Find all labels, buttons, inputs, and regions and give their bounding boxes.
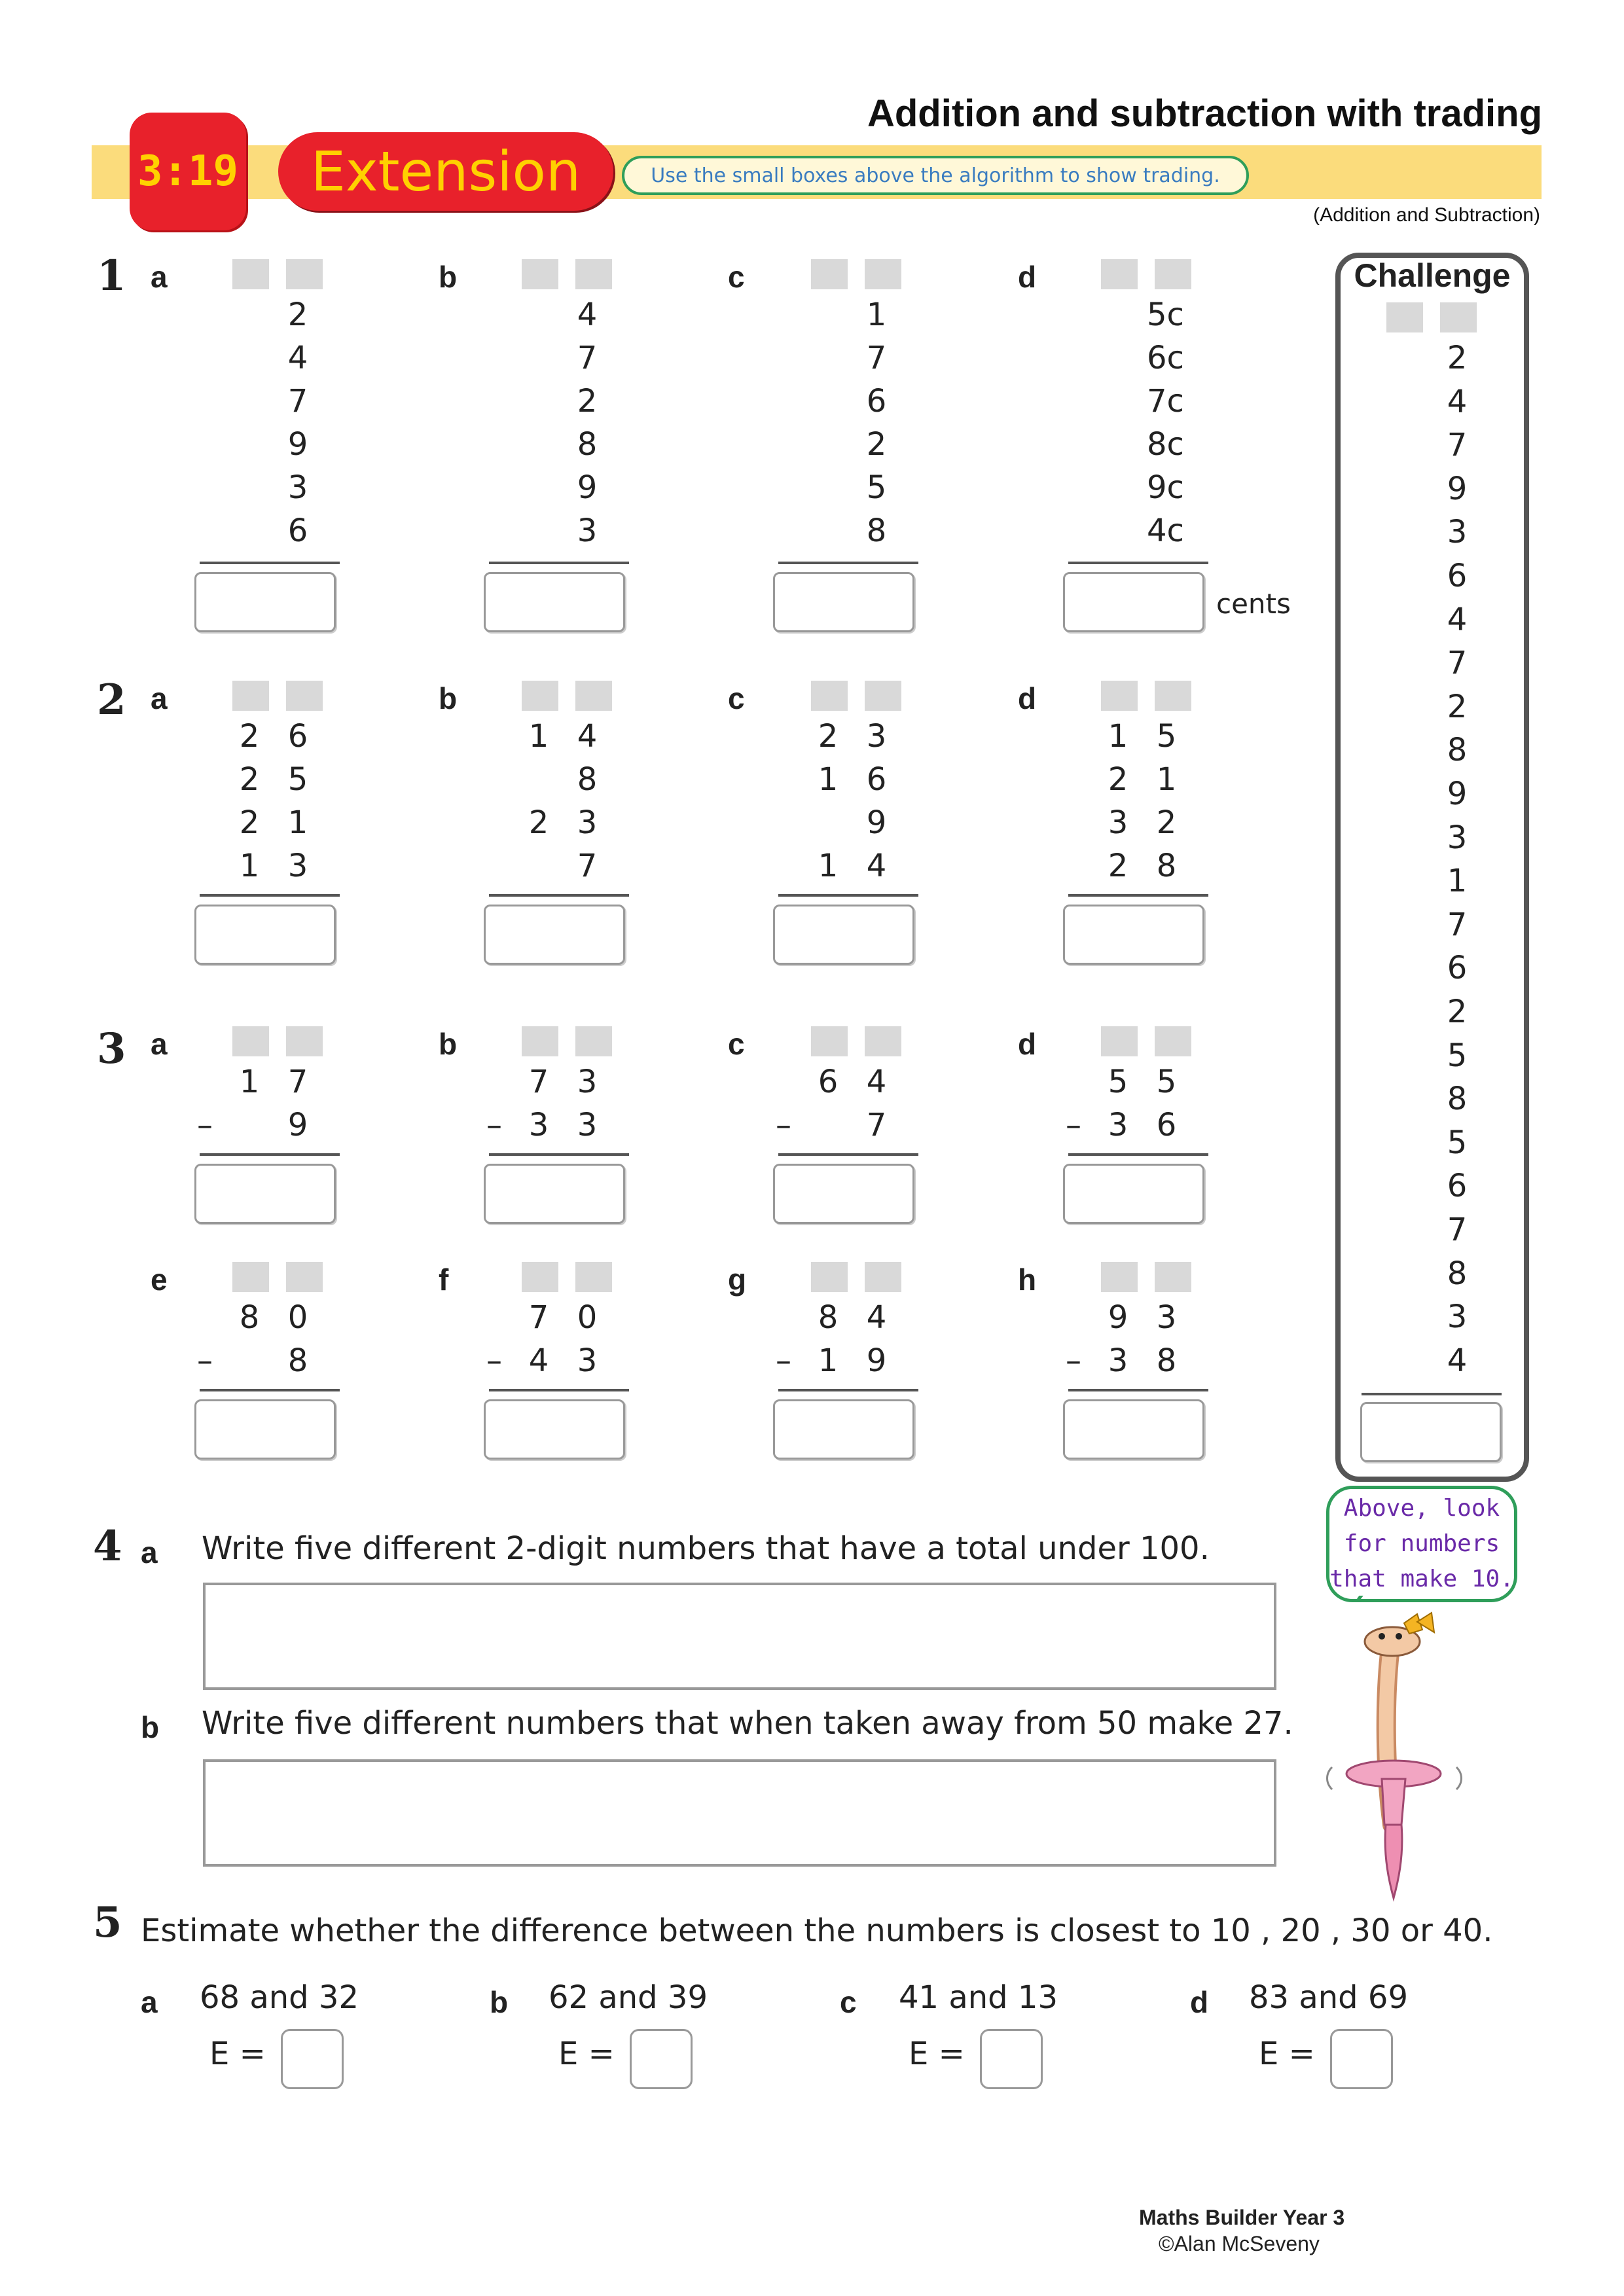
question-3e-label: e (151, 1263, 168, 1297)
tens-digit: 7 (528, 1064, 549, 1100)
tens-digit: 2 (239, 804, 260, 841)
trading-box[interactable] (1440, 302, 1477, 332)
challenge-digit: 8 (1447, 1081, 1468, 1118)
ones-digit: 3 (287, 848, 308, 884)
ones-digit: 3 (866, 718, 887, 755)
question-3c-answer-box[interactable] (773, 1164, 914, 1224)
ones-digit: 8 (287, 1342, 308, 1379)
tens-digit: 7 (528, 1299, 549, 1336)
page-heading: Addition and subtraction with trading (867, 92, 1542, 135)
question-1d-answer-box[interactable] (1063, 572, 1204, 632)
trading-box[interactable] (1386, 302, 1423, 332)
trading-box[interactable] (1155, 1262, 1191, 1292)
trading-box[interactable] (522, 259, 558, 289)
tens-digit: 8 (818, 1299, 839, 1336)
trading-box[interactable] (1155, 1026, 1191, 1056)
challenge-digit: 2 (1447, 340, 1468, 376)
speech-bubble (1326, 1486, 1517, 1602)
tens-digit: 2 (528, 804, 549, 841)
challenge-sum-line (1362, 1393, 1502, 1395)
minus-sign: – (776, 1342, 791, 1379)
trading-box[interactable] (232, 1262, 269, 1292)
question-1d-label: d (1018, 260, 1037, 294)
ones-digit: 5 (1156, 1064, 1177, 1100)
ones-digit: 3 (1156, 1299, 1177, 1336)
trading-box[interactable] (286, 681, 323, 711)
sum-line (778, 562, 918, 564)
question-5d-estimate-box[interactable] (1330, 2029, 1393, 2089)
challenge-digit: 6 (1447, 1168, 1468, 1205)
addend-digit: 4 (287, 340, 308, 376)
estimate-label: E = (1259, 2036, 1315, 2072)
addend-digit: 9 (287, 426, 308, 463)
challenge-title: Challenge (1354, 257, 1511, 294)
question-5c-estimate-box[interactable] (980, 2029, 1043, 2089)
ones-digit: 3 (577, 1342, 598, 1379)
challenge-digit: 4 (1447, 383, 1468, 420)
addend-digit: 5c (1147, 296, 1184, 333)
tens-digit: 2 (239, 761, 260, 798)
question-2d-label: d (1018, 681, 1037, 715)
ones-digit: 1 (287, 804, 308, 841)
trading-box[interactable] (811, 681, 848, 711)
lesson-number: 3:19 (137, 147, 239, 196)
question-1a-label: a (151, 260, 168, 294)
extension-label: Extension (310, 139, 581, 204)
question-2b-answer-box[interactable] (484, 905, 625, 965)
trading-box[interactable] (811, 1026, 848, 1056)
question-2a-label: a (151, 681, 168, 715)
ones-digit: 8 (1156, 848, 1177, 884)
addend-digit: 7c (1147, 383, 1184, 420)
question-3d-answer-box[interactable] (1063, 1164, 1204, 1224)
difference-line (1068, 1153, 1208, 1156)
challenge-digit: 4 (1447, 601, 1468, 638)
question-3a-answer-box[interactable] (194, 1164, 336, 1224)
question-1-number: 1 (97, 251, 126, 300)
ones-digit: 9 (866, 1342, 887, 1379)
question-5a-numbers: 68 and 32 (200, 1979, 359, 2016)
tens-digit: 1 (239, 1064, 260, 1100)
sum-line (778, 894, 918, 897)
addend-digit: 2 (287, 296, 308, 333)
question-2d-answer-box[interactable] (1063, 905, 1204, 965)
addend-digit: 9c (1147, 469, 1184, 506)
speech-line-2: for numbers (1343, 1530, 1500, 1557)
sum-line (1068, 562, 1208, 564)
question-3g-answer-box[interactable] (773, 1399, 914, 1460)
trading-box[interactable] (811, 1262, 848, 1292)
question-1c-label: c (728, 260, 745, 294)
ones-digit: 1 (1156, 761, 1177, 798)
challenge-digit: 7 (1447, 645, 1468, 682)
question-5a-estimate-box[interactable] (281, 2029, 344, 2089)
question-3f-answer-box[interactable] (484, 1399, 625, 1460)
minus-sign: – (197, 1342, 213, 1379)
challenge-digit: 8 (1447, 1255, 1468, 1292)
question-4b-answer-box[interactable] (203, 1759, 1276, 1867)
trading-box[interactable] (865, 1262, 901, 1292)
ones-digit: 7 (577, 848, 598, 884)
ones-digit: 6 (1156, 1107, 1177, 1143)
trading-box[interactable] (865, 1026, 901, 1056)
challenge-digit: 6 (1447, 950, 1468, 987)
ones-digit: 8 (577, 761, 598, 798)
addend-digit: 3 (577, 512, 598, 549)
question-5b-estimate-box[interactable] (630, 2029, 693, 2089)
tens-digit: 6 (818, 1064, 839, 1100)
question-3e-answer-box[interactable] (194, 1399, 336, 1460)
instruction-pill (622, 156, 1249, 195)
trading-box[interactable] (1101, 259, 1138, 289)
sum-line (489, 894, 629, 897)
addend-digit: 6 (287, 512, 308, 549)
difference-line (778, 1153, 918, 1156)
ones-digit: 2 (1156, 804, 1177, 841)
estimate-label: E = (209, 2036, 266, 2072)
question-5c-numbers: 41 and 13 (899, 1979, 1058, 2016)
trading-box[interactable] (522, 681, 558, 711)
challenge-digit: 7 (1447, 906, 1468, 943)
ones-digit: 3 (577, 1064, 598, 1100)
addend-digit: 2 (577, 383, 598, 420)
challenge-panel (1335, 253, 1529, 1482)
question-3b-answer-box[interactable] (484, 1164, 625, 1224)
addend-digit: 2 (866, 426, 887, 463)
minus-sign: – (776, 1107, 791, 1143)
book-title: Maths Builder Year 3 (1139, 2206, 1345, 2229)
ones-digit: 4 (866, 1299, 887, 1336)
question-3g-label: g (728, 1263, 747, 1297)
tens-digit: 1 (818, 761, 839, 798)
addend-digit: 6c (1147, 340, 1184, 376)
tens-digit: 1 (818, 1342, 839, 1379)
estimate-label: E = (558, 2036, 615, 2072)
trading-box[interactable] (575, 681, 612, 711)
ones-digit: 9 (287, 1107, 308, 1143)
ones-digit: 4 (577, 718, 598, 755)
question-3c-label: c (728, 1027, 745, 1061)
trading-box[interactable] (522, 1026, 558, 1056)
question-2a-answer-box[interactable] (194, 905, 336, 965)
minus-sign: – (1066, 1107, 1081, 1143)
trading-box[interactable] (1101, 1026, 1138, 1056)
trading-box[interactable] (811, 259, 848, 289)
challenge-digit: 6 (1447, 558, 1468, 594)
question-4b-text: Write five different numbers that when taken away from 50 make 27. (202, 1705, 1293, 1742)
addend-digit: 6 (866, 383, 887, 420)
question-1c-answer-box[interactable] (773, 572, 914, 632)
trading-box[interactable] (522, 1262, 558, 1292)
tens-digit: 1 (1108, 718, 1128, 755)
challenge-digit: 5 (1447, 1124, 1468, 1161)
cents-unit-label: cents (1216, 588, 1291, 620)
question-1b-answer-box[interactable] (484, 572, 625, 632)
trading-box[interactable] (286, 1026, 323, 1056)
challenge-answer-box[interactable] (1360, 1402, 1502, 1462)
difference-line (200, 1389, 340, 1391)
copyright: ©Alan McSeveny (1159, 2232, 1320, 2255)
ones-digit: 4 (866, 1064, 887, 1100)
trading-box[interactable] (1155, 259, 1191, 289)
ones-digit: 0 (287, 1299, 308, 1336)
ones-digit: 5 (287, 761, 308, 798)
ones-digit: 8 (1156, 1342, 1177, 1379)
speech-line-3: that make 10. (1329, 1566, 1514, 1592)
trading-box[interactable] (232, 259, 269, 289)
difference-line (1068, 1389, 1208, 1391)
ones-digit: 6 (866, 761, 887, 798)
ones-digit: 7 (287, 1064, 308, 1100)
challenge-digit: 3 (1447, 819, 1468, 856)
question-2c-label: c (728, 681, 745, 715)
question-3b-label: b (439, 1027, 458, 1061)
question-3f-label: f (439, 1263, 449, 1297)
tens-digit: 2 (1108, 761, 1128, 798)
question-5b-numbers: 62 and 39 (549, 1979, 708, 2016)
challenge-digit: 2 (1447, 994, 1468, 1030)
addend-digit: 7 (866, 340, 887, 376)
trading-box[interactable] (1101, 681, 1138, 711)
tens-digit: 5 (1108, 1064, 1128, 1100)
question-4-number: 4 (93, 1522, 122, 1571)
question-4b-label: b (141, 1710, 160, 1744)
tens-digit: 3 (1108, 1342, 1128, 1379)
ones-digit: 6 (287, 718, 308, 755)
question-3h-label: h (1018, 1263, 1037, 1297)
minus-sign: – (197, 1107, 213, 1143)
question-5-number: 5 (93, 1898, 122, 1947)
trading-box[interactable] (575, 1026, 612, 1056)
tens-digit: 1 (818, 848, 839, 884)
challenge-digit: 3 (1447, 514, 1468, 551)
question-4a-answer-box[interactable] (203, 1583, 1276, 1690)
speech-line-1: Above, look (1343, 1495, 1500, 1522)
trading-box[interactable] (1155, 681, 1191, 711)
difference-line (489, 1153, 629, 1156)
addend-digit: 3 (287, 469, 308, 506)
trading-box[interactable] (865, 259, 901, 289)
tens-digit: 1 (239, 848, 260, 884)
challenge-digit: 7 (1447, 427, 1468, 464)
question-4a-label: a (141, 1535, 158, 1570)
addend-digit: 4c (1147, 512, 1184, 549)
question-5a-label: a (141, 1985, 158, 2019)
addend-digit: 7 (577, 340, 598, 376)
instruction-text: Use the small boxes above the algorithm to show trading. (651, 164, 1220, 187)
question-1a-answer-box[interactable] (194, 572, 336, 632)
question-2b-label: b (439, 681, 458, 715)
question-5d-numbers: 83 and 69 (1249, 1979, 1408, 2016)
ballerina-worm-illustration (1319, 1596, 1489, 1910)
addend-digit: 1 (866, 296, 887, 333)
challenge-digit: 3 (1447, 1299, 1468, 1336)
question-3d-label: d (1018, 1027, 1037, 1061)
estimate-label: E = (909, 2036, 965, 2072)
challenge-digit: 9 (1447, 776, 1468, 812)
sum-line (200, 562, 340, 564)
ones-digit: 3 (577, 804, 598, 841)
sum-line (200, 894, 340, 897)
question-3h-answer-box[interactable] (1063, 1399, 1204, 1460)
question-5c-label: c (840, 1985, 857, 2019)
sum-line (1068, 894, 1208, 897)
question-5-text: Estimate whether the difference between the numbers is closest to 10 , 20 , 30 or 40. (141, 1912, 1493, 1949)
minus-sign: – (486, 1342, 502, 1379)
difference-line (778, 1389, 918, 1391)
addend-digit: 4 (577, 296, 598, 333)
question-5d-label: d (1190, 1985, 1209, 2019)
challenge-digit: 8 (1447, 732, 1468, 769)
challenge-digit: 9 (1447, 470, 1468, 507)
trading-box[interactable] (232, 1026, 269, 1056)
extension-badge (278, 132, 613, 211)
question-5b-label: b (490, 1985, 509, 2019)
sum-line (489, 562, 629, 564)
ones-digit: 9 (866, 804, 887, 841)
addend-digit: 7 (287, 383, 308, 420)
ones-digit: 5 (1156, 718, 1177, 755)
question-3a-label: a (151, 1027, 168, 1061)
trading-box[interactable] (575, 259, 612, 289)
tens-digit: 9 (1108, 1299, 1128, 1336)
tens-digit: 3 (1108, 804, 1128, 841)
minus-sign: – (486, 1107, 502, 1143)
topic-subtitle: (Addition and Subtraction) (1313, 204, 1540, 226)
question-4a-text: Write five different 2-digit numbers that have a total under 100. (202, 1530, 1210, 1567)
question-1b-label: b (439, 260, 458, 294)
trading-box[interactable] (575, 1262, 612, 1292)
addend-digit: 8 (577, 426, 598, 463)
trading-box[interactable] (1101, 1262, 1138, 1292)
trading-box[interactable] (286, 259, 323, 289)
tens-digit: 3 (1108, 1107, 1128, 1143)
addend-digit: 8c (1147, 426, 1184, 463)
ones-digit: 7 (866, 1107, 887, 1143)
tens-digit: 3 (528, 1107, 549, 1143)
addend-digit: 5 (866, 469, 887, 506)
tens-digit: 8 (239, 1299, 260, 1336)
ones-digit: 0 (577, 1299, 598, 1336)
tens-digit: 2 (239, 718, 260, 755)
tens-digit: 1 (528, 718, 549, 755)
trading-box[interactable] (865, 681, 901, 711)
challenge-digit: 4 (1447, 1342, 1468, 1379)
question-2c-answer-box[interactable] (773, 905, 914, 965)
addend-digit: 9 (577, 469, 598, 506)
minus-sign: – (1066, 1342, 1081, 1379)
challenge-digit: 5 (1447, 1037, 1468, 1074)
challenge-digit: 2 (1447, 688, 1468, 725)
addend-digit: 8 (866, 512, 887, 549)
tens-digit: 2 (1108, 848, 1128, 884)
tens-digit: 2 (818, 718, 839, 755)
question-2-number: 2 (97, 675, 126, 725)
challenge-digit: 1 (1447, 863, 1468, 900)
ones-digit: 4 (866, 848, 887, 884)
trading-box[interactable] (232, 681, 269, 711)
difference-line (489, 1389, 629, 1391)
ones-digit: 3 (577, 1107, 598, 1143)
question-3-number: 3 (97, 1024, 126, 1073)
trading-box[interactable] (286, 1262, 323, 1292)
challenge-digit: 7 (1447, 1211, 1468, 1248)
difference-line (200, 1153, 340, 1156)
lesson-number-badge (130, 113, 246, 230)
tens-digit: 4 (528, 1342, 549, 1379)
